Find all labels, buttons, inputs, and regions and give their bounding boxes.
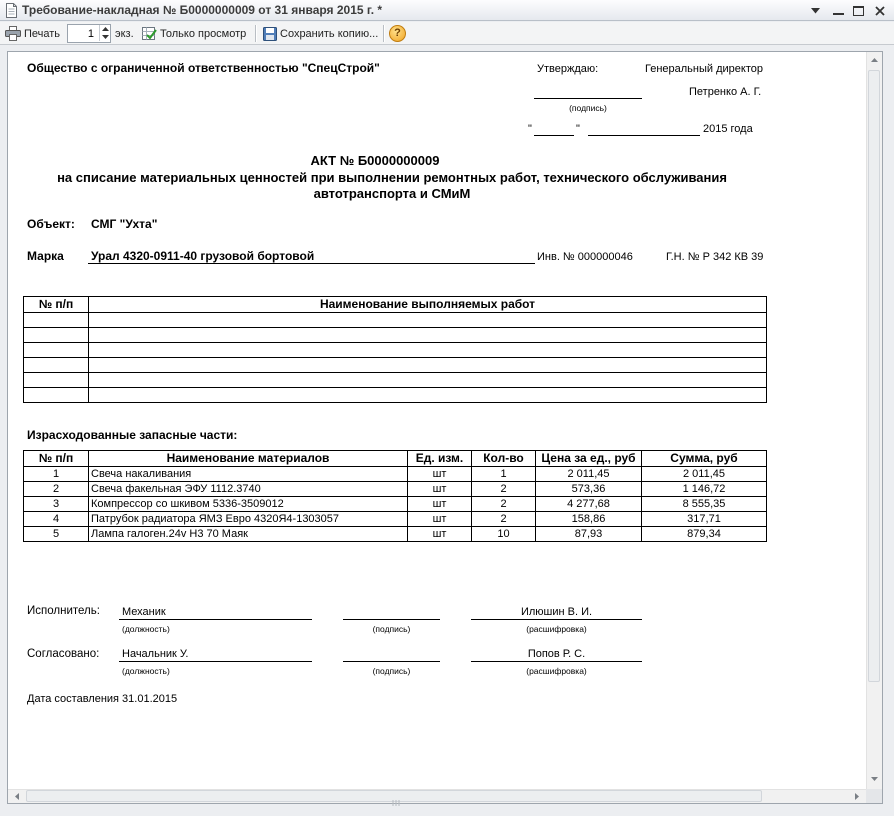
works-cell-name [89, 313, 767, 328]
works-cell-no [24, 328, 89, 343]
parts-heading: Израсходованные запасные части: [27, 428, 238, 442]
works-cell-name [89, 373, 767, 388]
table-row [24, 482, 767, 497]
spin-up-icon[interactable] [99, 25, 110, 33]
parts-cell-price: 573,36 [536, 482, 642, 497]
parts-cell-unit: шт [408, 527, 472, 542]
parts-cell-price: 158,86 [536, 512, 642, 527]
vertical-scroll-thumb[interactable] [868, 70, 880, 682]
object-value: СМГ "Ухта" [91, 217, 158, 231]
parts-table-header-row [24, 451, 767, 467]
table-row [24, 512, 767, 527]
parts-cell-qty: 2 [472, 482, 536, 497]
dropdown-arrow-icon[interactable] [806, 3, 824, 18]
approval-signature-line [534, 98, 642, 99]
save-disk-icon [263, 27, 277, 41]
parts-cell-sum: 1 146,72 [642, 482, 767, 497]
parts-cell-no: 4 [24, 512, 89, 527]
works-cell-no [24, 388, 89, 403]
parts-cell-unit: шт [408, 482, 472, 497]
works-table-header-row [24, 297, 767, 313]
parts-col-qty-header: Кол-во [472, 451, 536, 467]
parts-cell-price: 4 277,68 [536, 497, 642, 512]
parts-cell-name: Компрессор со шкивом 5336-3509012 [89, 497, 408, 512]
table-row [24, 388, 767, 403]
date-close-quote: " [576, 123, 580, 135]
table-row [24, 497, 767, 512]
parts-cell-qty: 2 [472, 512, 536, 527]
maximize-icon[interactable] [849, 3, 867, 18]
scroll-up-icon[interactable] [867, 53, 881, 67]
agreed-name-caption: (расшифровка) [526, 666, 587, 676]
performer-name-caption: (расшифровка) [526, 624, 587, 634]
parts-cell-sum: 879,34 [642, 527, 767, 542]
spin-down-icon[interactable] [99, 33, 110, 41]
parts-cell-price: 87,93 [536, 527, 642, 542]
works-cell-no [24, 358, 89, 373]
parts-col-name-header: Наименование материалов [89, 451, 408, 467]
agreed-signature-line [343, 661, 440, 662]
parts-cell-sum: 317,71 [642, 512, 767, 527]
works-cell-no [24, 373, 89, 388]
copies-input[interactable] [68, 25, 98, 42]
parts-cell-qty: 1 [472, 467, 536, 482]
registration-number: Г.Н. № Р 342 КВ 39 [666, 251, 764, 263]
print-button[interactable] [5, 24, 60, 43]
scroll-right-icon[interactable] [850, 789, 864, 803]
brand-value: Урал 4320-0911-40 грузовой бортовой [91, 249, 315, 263]
toolbar-separator [383, 25, 385, 42]
print-button-label: Печать [24, 27, 61, 40]
works-cell-name [89, 328, 767, 343]
parts-cell-qty: 2 [472, 497, 536, 512]
parts-col-unit-header: Ед. изм. [408, 451, 472, 467]
view-only-label: Только просмотр [160, 27, 247, 40]
parts-cell-no: 5 [24, 527, 89, 542]
toolbar-separator [255, 25, 257, 42]
parts-col-no-header: № п/п [24, 451, 89, 467]
performer-position-line [119, 619, 312, 620]
parts-cell-no: 2 [24, 482, 89, 497]
parts-cell-price: 2 011,45 [536, 467, 642, 482]
date-month-line [588, 135, 700, 136]
table-row [24, 343, 767, 358]
object-label: Объект: [27, 217, 75, 231]
save-copy-button[interactable] [263, 24, 378, 43]
performer-position-caption: (должность) [122, 624, 170, 634]
printer-icon [5, 26, 21, 41]
approval-position: Генеральный директор [645, 63, 763, 75]
parts-cell-unit: шт [408, 497, 472, 512]
toolbar [0, 22, 894, 45]
parts-cell-no: 3 [24, 497, 89, 512]
table-row [24, 467, 767, 482]
parts-cell-qty: 10 [472, 527, 536, 542]
organization-name: Общество с ограниченной ответственностью "СпецСтрой" [27, 61, 380, 75]
works-cell-name [89, 388, 767, 403]
save-copy-label: Сохранить копию... [280, 27, 379, 40]
minimize-icon[interactable] [829, 3, 847, 18]
agreed-position: Начальник У. [122, 648, 189, 660]
document-icon [5, 3, 18, 18]
agreed-name: Попов Р. С. [527, 648, 586, 660]
parts-cell-unit: шт [408, 467, 472, 482]
table-row [24, 313, 767, 328]
parts-col-sum-header: Сумма, руб [642, 451, 767, 467]
approval-label: Утверждаю: [537, 63, 599, 75]
agreed-signature-caption: (подпись) [372, 666, 411, 676]
scroll-left-icon[interactable] [10, 789, 24, 803]
parts-cell-sum: 8 555,35 [642, 497, 767, 512]
parts-cell-name: Лампа галоген.24v Н3 70 Маяк [89, 527, 408, 542]
parts-cell-unit: шт [408, 512, 472, 527]
parts-table [23, 450, 767, 542]
works-cell-name [89, 343, 767, 358]
parts-cell-sum: 2 011,45 [642, 467, 767, 482]
window-title: Требование-накладная № Б0000000009 от 31 января 2015 г. * [22, 3, 383, 17]
works-cell-no [24, 343, 89, 358]
view-only-icon [142, 27, 157, 41]
brand-underline [88, 263, 535, 264]
works-table [23, 296, 767, 403]
act-subtitle-line-2: автотранспорта и СМиМ [313, 186, 471, 201]
agreed-label: Согласовано: [27, 648, 100, 660]
performer-name-line [471, 619, 642, 620]
table-row [24, 373, 767, 388]
parts-cell-name: Патрубок радиатора ЯМЗ Евро 4320Я4-1303057 [89, 512, 408, 527]
parts-col-price-header: Цена за ед., руб [536, 451, 642, 467]
performer-name: Илюшин В. И. [520, 606, 593, 618]
table-row [24, 527, 767, 542]
works-cell-no [24, 313, 89, 328]
performer-label: Исполнитель: [27, 605, 100, 617]
act-subtitle-line-1: на списание материальных ценностей при выполнении ремонтных работ, технического обслуживания [57, 170, 727, 185]
works-cell-name [89, 358, 767, 373]
parts-cell-name: Свеча накаливания [89, 467, 408, 482]
close-icon[interactable] [871, 3, 889, 18]
copies-stepper[interactable] [67, 24, 111, 43]
view-only-button[interactable] [142, 24, 246, 43]
inventory-number: Инв. № 000000046 [537, 251, 633, 263]
help-icon[interactable] [389, 25, 406, 42]
brand-label: Марка [27, 249, 64, 263]
parts-cell-no: 1 [24, 467, 89, 482]
works-col-name-header: Наименование выполняемых работ [89, 297, 767, 313]
works-col-no-header: № п/п [24, 297, 89, 313]
date-day-line [534, 135, 574, 136]
agreed-name-line [471, 661, 642, 662]
copies-unit-label: экз. [115, 27, 134, 40]
approval-name: Петренко А. Г. [689, 86, 762, 98]
date-open-quote: " [528, 123, 532, 135]
table-row [24, 328, 767, 343]
agreed-position-caption: (должность) [122, 666, 170, 676]
scrollbar-corner [866, 789, 882, 803]
performer-position: Механик [122, 606, 166, 618]
performer-signature-line [343, 619, 440, 620]
compilation-date: Дата составления 31.01.2015 [27, 693, 178, 705]
date-year: 2015 года [703, 123, 753, 135]
approval-signature-caption: (подпись) [569, 103, 607, 113]
parts-cell-name: Свеча факельная ЭФУ 1112.3740 [89, 482, 408, 497]
scroll-grip-icon [392, 793, 400, 799]
table-row [24, 358, 767, 373]
scroll-down-icon[interactable] [867, 772, 881, 786]
act-title: АКТ № Б0000000009 [310, 153, 440, 168]
agreed-position-line [119, 661, 312, 662]
performer-signature-caption: (подпись) [372, 624, 411, 634]
